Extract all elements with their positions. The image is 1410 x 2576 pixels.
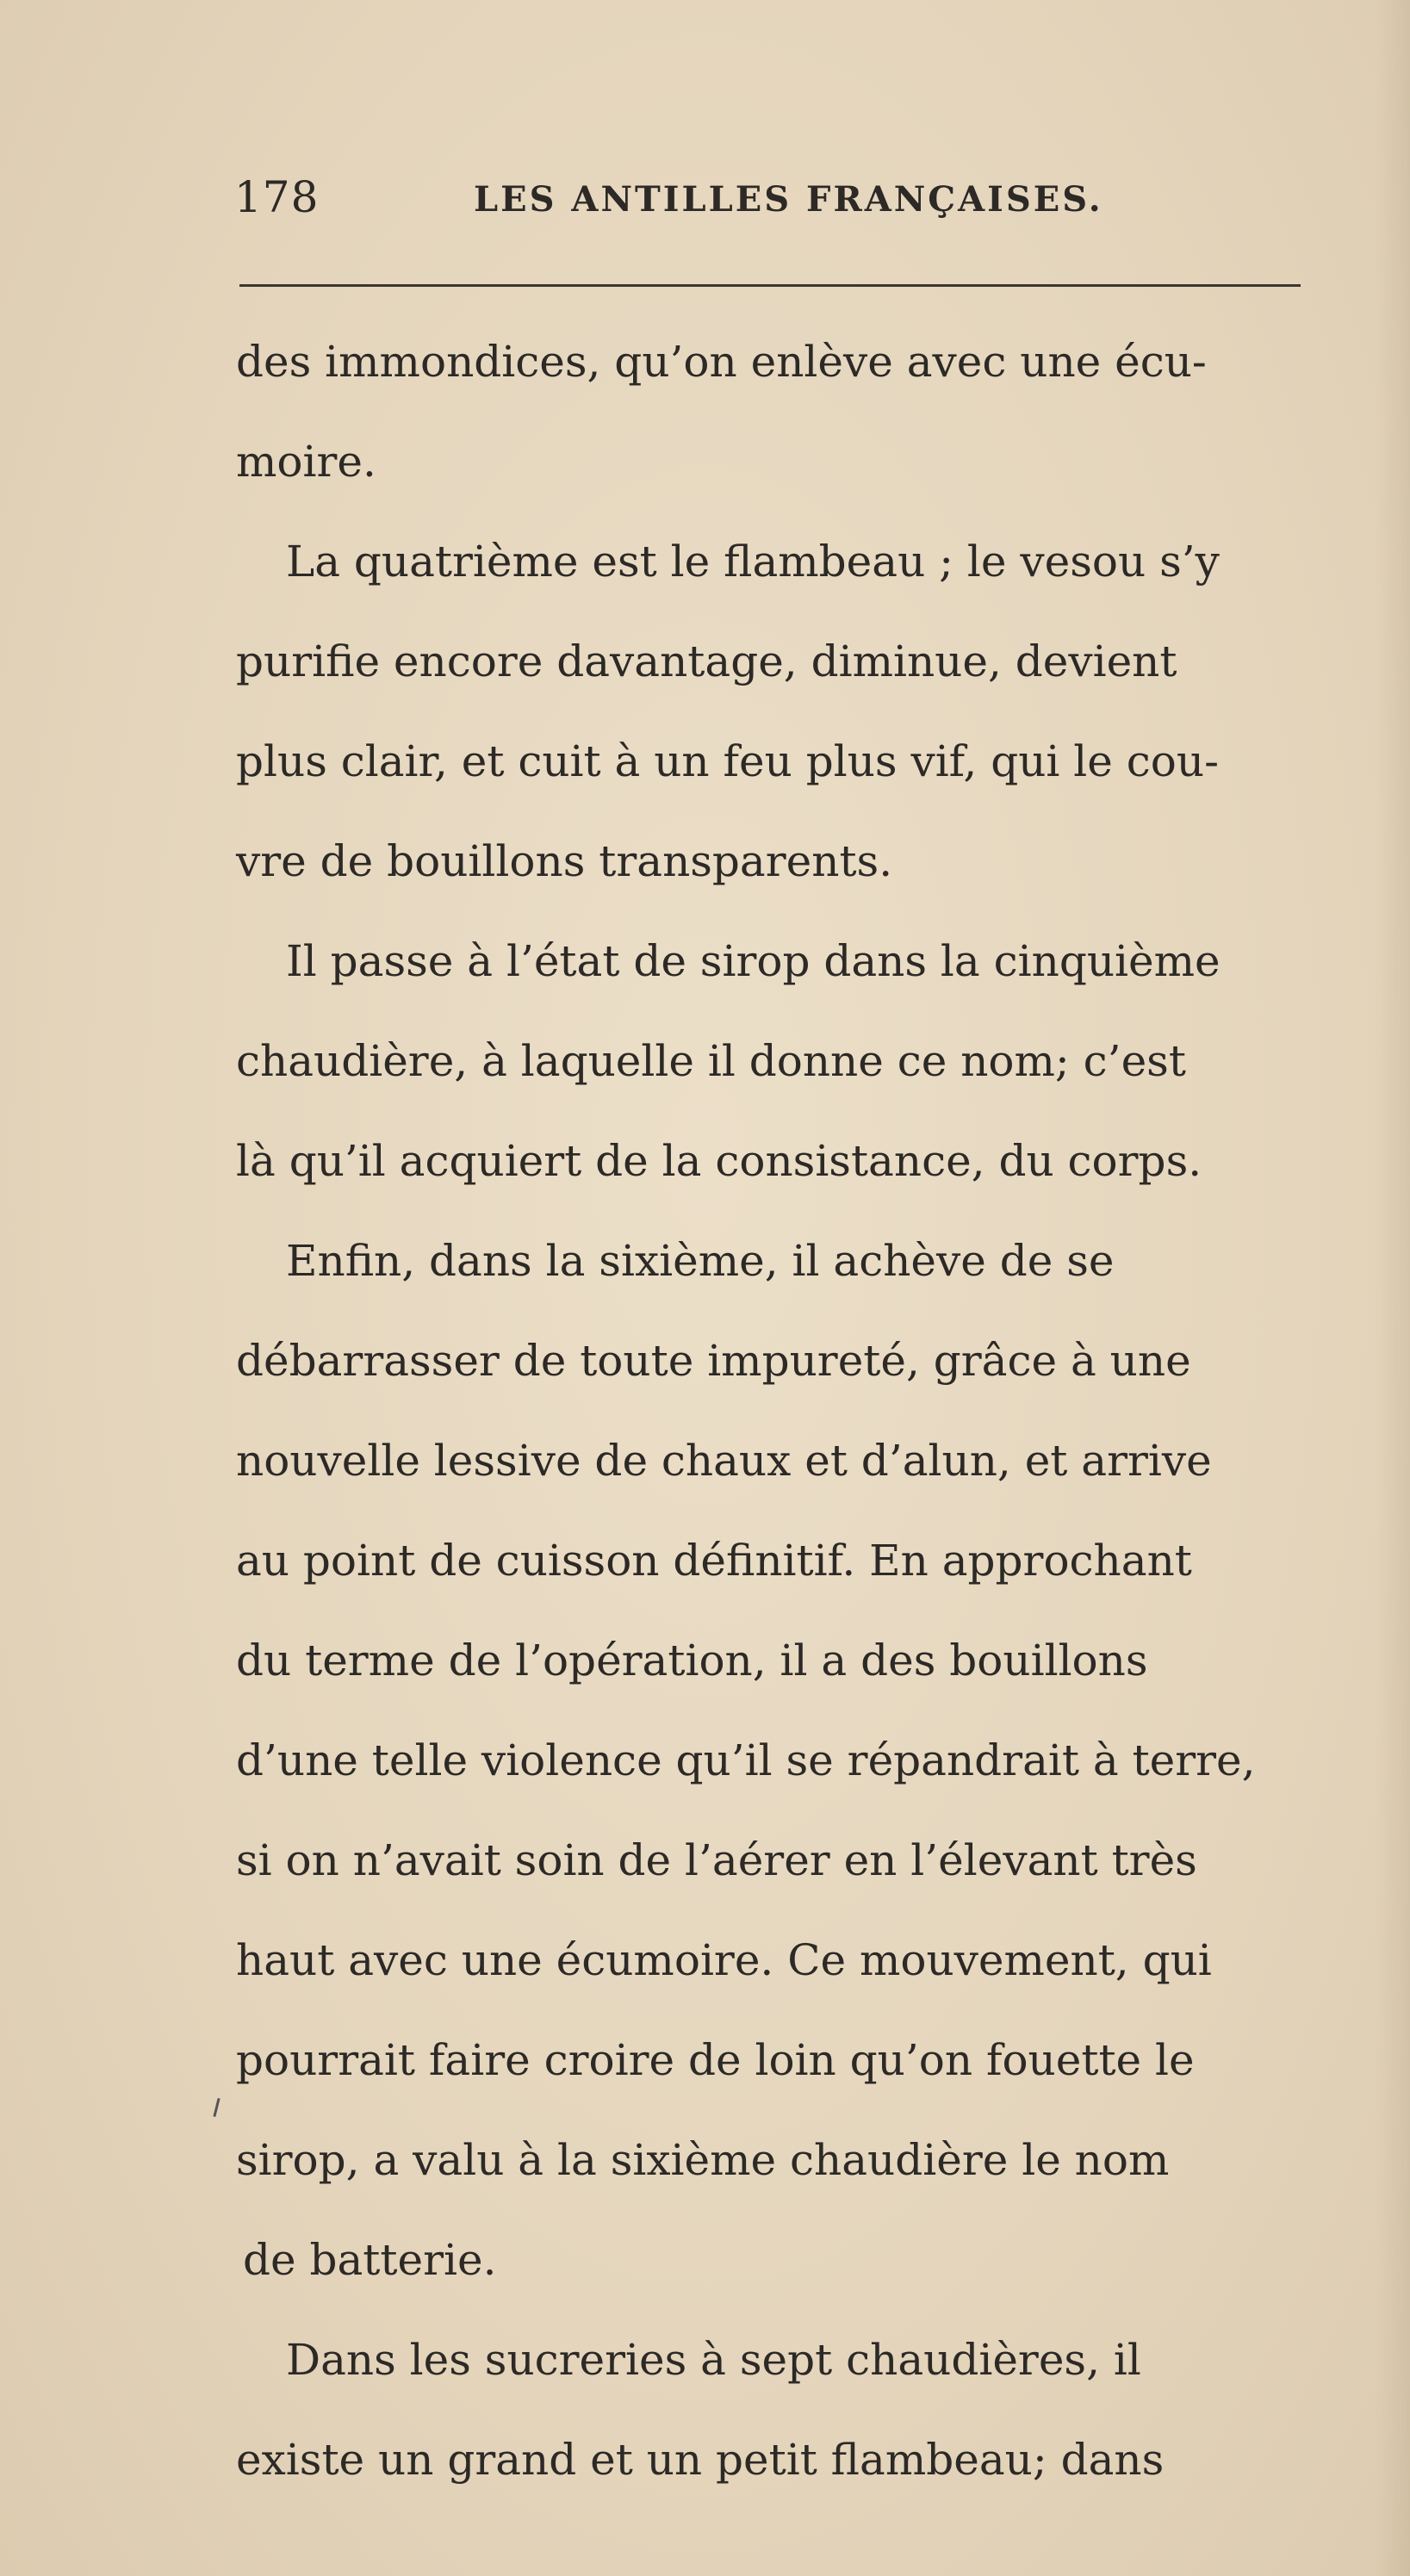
text-line: Dans les sucreries à sept chaudières, il xyxy=(286,2335,1141,2385)
text-line: si on n’avait soin de l’aérer en l’élevant très xyxy=(236,1835,1197,1885)
text-line: d’une telle violence qu’il se répandrait à terre, xyxy=(236,1735,1256,1785)
text-line: de batterie. xyxy=(243,2235,497,2285)
text-line: au point de cuisson définitif. En approchant xyxy=(236,1536,1192,1586)
text-line: des immondices, qu’on enlève avec une écu- xyxy=(236,337,1207,387)
text-line: La quatrième est le flambeau ; le vesou s’y xyxy=(286,537,1220,587)
text-line: plus clair, et cuit à un feu plus vif, qui le cou- xyxy=(236,736,1219,786)
text-line: là qu’il acquiert de la consistance, du corps. xyxy=(236,1136,1202,1186)
text-line: chaudière, à laquelle il donne ce nom; c’est xyxy=(236,1036,1186,1086)
page-number: 178 xyxy=(234,172,320,222)
page-header xyxy=(234,172,1302,233)
text-line: moire. xyxy=(236,437,376,487)
text-line: sirop, a valu à la sixième chaudière le nom xyxy=(236,2135,1170,2185)
text-line: nouvelle lessive de chaux et d’alun, et arrive xyxy=(236,1436,1212,1486)
text-line: débarrasser de toute impureté, grâce à une xyxy=(236,1336,1191,1386)
text-line: haut avec une écumoire. Ce mouvement, qui xyxy=(236,1935,1212,1985)
running-title: LES ANTILLES FRANÇAISES. xyxy=(474,179,1103,220)
page-edge-shadow xyxy=(1376,0,1410,2576)
text-line: pourrait faire croire de loin qu’on fouette le xyxy=(236,2035,1195,2085)
text-line: purifie encore davantage, diminue, devient xyxy=(236,636,1177,686)
text-line: Il passe à l’état de sirop dans la cinquième xyxy=(286,936,1221,986)
text-line: existe un grand et un petit flambeau; dans xyxy=(236,2435,1165,2485)
header-rule xyxy=(239,284,1301,287)
margin-mark xyxy=(213,2098,220,2117)
text-line: du terme de l’opération, il a des bouillons xyxy=(236,1636,1148,1685)
text-line: Enfin, dans la sixième, il achève de se xyxy=(286,1236,1115,1286)
text-line: vre de bouillons transparents. xyxy=(236,836,893,886)
